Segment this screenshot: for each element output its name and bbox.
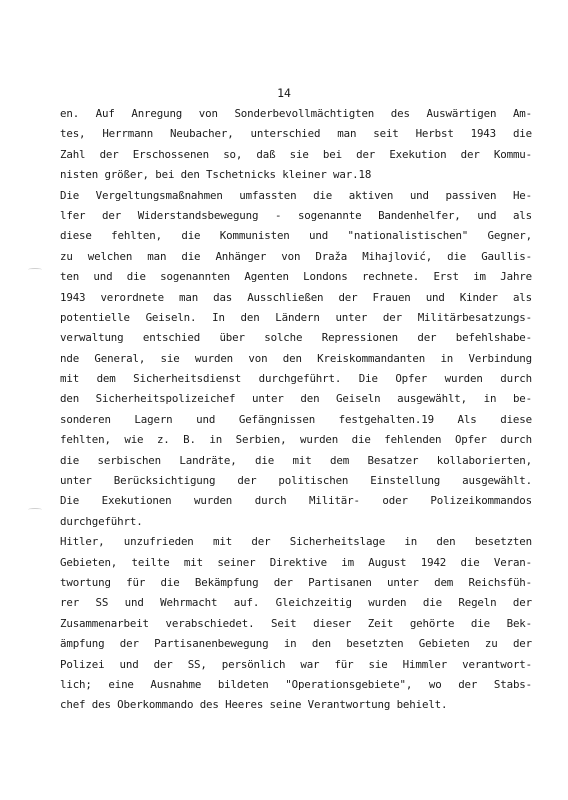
text-line: tes, Herrmann Neubacher, unterschied man seit Herbst 1943 die (60, 127, 532, 141)
text-line: Hitler, unzufrieden mit der Sicherheitslage in den besetzten (60, 535, 532, 549)
text-line: lfer der Widerstandsbewegung - sogenannte Bandenhelfer, und als (60, 208, 532, 222)
paragraph (60, 186, 532, 533)
paragraph (60, 104, 532, 186)
text-line: die serbischen Landräte, die mit dem Besatzer kollaborierten, (60, 453, 532, 467)
text-line: nde General, sie wurden von den Kreiskommandanten in Verbindung (60, 351, 532, 365)
page-number: 14 (277, 86, 291, 100)
body-text (60, 104, 532, 716)
text-line: Die Exekutionen wurden durch Militär- oder Polizeikommandos (60, 494, 532, 508)
text-line: lich; eine Ausnahme bildeten "Operationsgebiete", wo der Stabs- (60, 677, 532, 691)
text-line: Die Vergeltungsmaßnahmen umfassten die aktiven und passiven He- (60, 188, 532, 202)
text-line: chef des Oberkommando des Heeres seine Verantwortung behielt. (60, 698, 448, 712)
text-line: Zusammenarbeit verabschiedet. Seit dieser Zeit gehörte die Bek- (60, 616, 532, 630)
text-line: durchgeführt. (60, 514, 143, 528)
text-line: sonderen Lagern und Gefängnissen festgehalten.19 Als diese (60, 412, 532, 426)
text-line: diese fehlten, die Kommunisten und "nationalistischen" Gegner, (60, 229, 532, 243)
text-line: twortung für die Bekämpfung der Partisanen unter dem Reichsfüh- (60, 575, 532, 589)
text-line: den Sicherheitspolizeichef unter den Geiseln ausgewählt, in be- (60, 392, 532, 406)
text-line: mit dem Sicherheitsdienst durchgeführt. Die Opfer wurden durch (60, 372, 532, 386)
text-line: Zahl der Erschossenen so, daß sie bei der Exekution der Kommu- (60, 147, 532, 161)
text-line: fehlten, wie z. B. in Serbien, wurden die fehlenden Opfer durch (60, 433, 532, 447)
paragraph (60, 532, 532, 716)
text-line: en. Auf Anregung von Sonderbevollmächtigten des Auswärtigen Am- (60, 107, 532, 120)
text-line: 1943 verordnete man das Ausschließen der Frauen und Kinder als (60, 290, 532, 304)
margin-mark (28, 268, 42, 271)
text-line: ten und die sogenannten Agenten Londons rechnete. Erst im Jahre (60, 270, 532, 284)
text-line: rer SS und Wehrmacht auf. Gleichzeitig wurden die Regeln der (60, 596, 532, 610)
text-line: Gebieten, teilte mit seiner Direktive im August 1942 die Veran- (60, 555, 532, 569)
text-line: potentielle Geiseln. In den Ländern unter der Militärbesatzungs- (60, 310, 532, 324)
text-line: Polizei und der SS, persönlich war für sie Himmler verantwort- (60, 657, 532, 671)
text-line: unter Berücksichtigung der politischen Einstellung ausgewählt. (60, 474, 532, 488)
text-line: nisten größer, bei den Tschetnicks kleiner war.18 (60, 168, 372, 182)
text-line: ämpfung der Partisanenbewegung in den besetzten Gebieten zu der (60, 637, 532, 651)
text-line: verwaltung entschied über solche Repressionen der befehlshabe- (60, 331, 532, 345)
margin-mark (28, 508, 42, 511)
text-line: zu welchen man die Anhänger von Draža Mihajlović, die Gaullis- (60, 249, 532, 263)
